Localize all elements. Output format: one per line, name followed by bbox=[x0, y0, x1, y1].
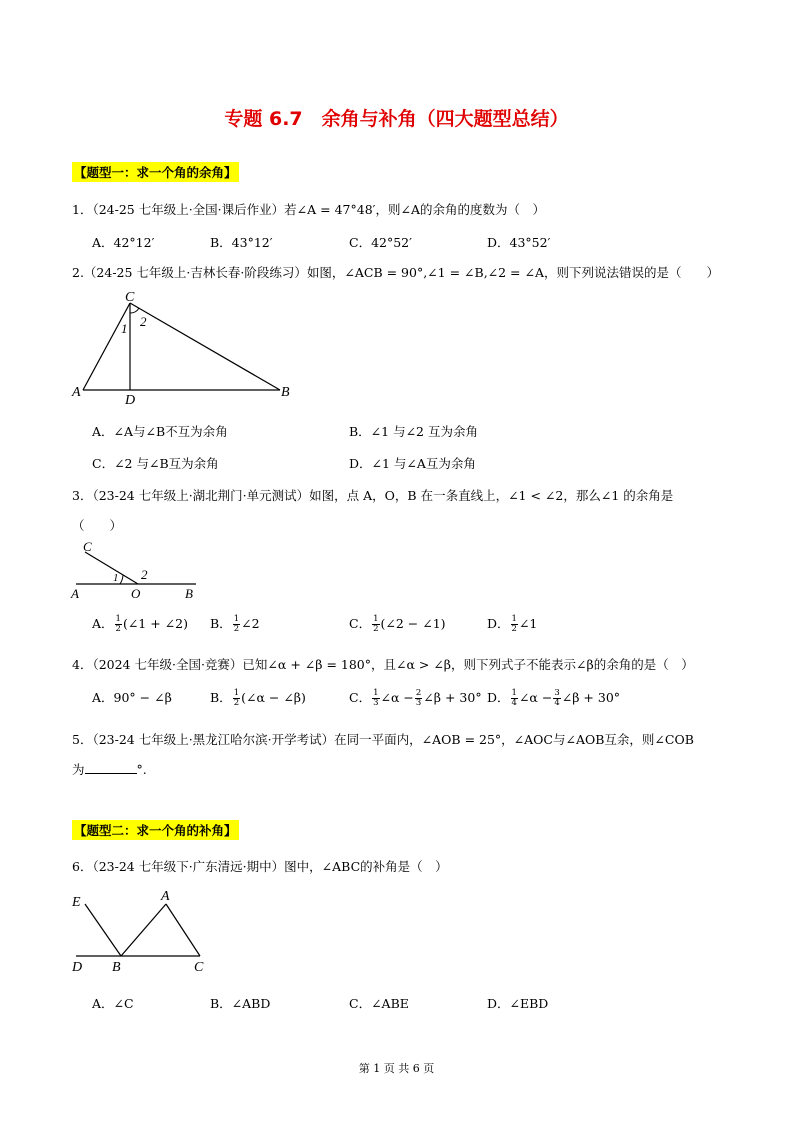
q3-option-c: C． $\frac{1}{2}$ (∠2 − ∠1) bbox=[349, 614, 446, 634]
q2-option-d: D．∠1 与∠A互为余角 bbox=[349, 456, 476, 471]
q2-label-c: C bbox=[125, 290, 135, 305]
question-3: 3．（23-24 七年级上·湖北荆门·单元测试）如图，点 A，O，B 在一条直线上，∠1 < ∠2，那么∠1 的余角是 bbox=[72, 488, 674, 503]
q3-label-2: 2 bbox=[141, 567, 148, 582]
q6-label-c: C bbox=[194, 960, 204, 975]
q6-option-b: B．∠ABD bbox=[210, 996, 271, 1011]
question-5: 5．（23-24 七年级上·黑龙江哈尔滨·开学考试）在同一平面内，∠AOB = 25°，∠AOC与∠AOB互余，则∠COB bbox=[72, 732, 694, 747]
q3-label-c: C bbox=[83, 539, 92, 554]
q6-option-d: D．∠EBD bbox=[487, 996, 549, 1011]
q4-option-c: C． $\frac{1}{3}$ ∠α − $\frac{2}{3}$ ∠β + 30° bbox=[349, 688, 482, 708]
q2-label-2: 2 bbox=[140, 314, 147, 329]
q2-line-ac bbox=[83, 303, 130, 390]
q1-option-d: D．43°52′ bbox=[487, 235, 551, 250]
q6-angle-figure bbox=[68, 884, 218, 976]
q1-option-b: B．43°12′ bbox=[210, 235, 273, 250]
q2-angle-arc bbox=[130, 308, 139, 313]
q6-option-a: A．∠C bbox=[92, 996, 134, 1011]
q3-ray-oc bbox=[85, 552, 138, 584]
q6-line-ba bbox=[121, 904, 166, 956]
q3-label-b: B bbox=[185, 586, 193, 601]
q6-label-e: E bbox=[72, 895, 81, 910]
q3-label-o: O bbox=[131, 586, 141, 601]
q2-label-b: B bbox=[281, 385, 290, 400]
q3-label-a: A bbox=[71, 586, 79, 601]
q6-label-a: A bbox=[161, 889, 170, 904]
question-2: 2.（24-25 七年级上·吉林长春·阶段练习）如图，∠ACB = 90°,∠1 = ∠B,∠2 = ∠A，则下列说法错误的是（ ） bbox=[72, 265, 720, 280]
q4-option-b: B． $\frac{1}{2}$ (∠α − ∠β) bbox=[210, 688, 306, 708]
q2-label-a: A bbox=[72, 385, 81, 400]
q2-label-d: D bbox=[125, 393, 136, 406]
q2-line-cb bbox=[130, 303, 280, 390]
q1-option-c: C．42°52′ bbox=[349, 235, 412, 250]
page-title: 专题 6.7 余角与补角（四大题型总结） bbox=[224, 108, 569, 130]
q6-line-eb bbox=[85, 904, 121, 956]
question-1: 1．（24-25 七年级上·全国·课后作业）若∠A = 47°48′，则∠A的余角的度数为（ ） bbox=[72, 202, 545, 217]
question-5-answer-line: 为 °. bbox=[72, 762, 147, 777]
q6-option-c: C．∠ABE bbox=[349, 996, 409, 1011]
page-footer: 第 1 页 共 6 页 bbox=[358, 1062, 435, 1075]
q3-label-1: 1 bbox=[113, 572, 119, 584]
q6-line-ac bbox=[166, 904, 200, 956]
answer-blank[interactable] bbox=[85, 761, 137, 774]
q2-option-c: C．∠2 与∠B互为余角 bbox=[92, 456, 219, 471]
q3-angle-arc bbox=[120, 575, 123, 584]
question-4: 4．（2024 七年级·全国·竞赛）已知∠α + ∠β = 180°，且∠α > ∠β，则下列式子不能表示∠β的余角的是（ ） bbox=[72, 657, 694, 672]
q2-label-1: 1 bbox=[121, 321, 128, 336]
q6-label-d: D bbox=[72, 960, 83, 975]
q4-option-d: D． $\frac{1}{4}$ ∠α − $\frac{3}{4}$ ∠β + 30° bbox=[487, 688, 621, 708]
q1-option-a: A．42°12′ bbox=[92, 235, 155, 250]
q3-option-d: D． $\frac{1}{2}$ ∠1 bbox=[487, 614, 538, 634]
q3-option-a: A． $\frac{1}{2}$ (∠1 + ∠2) bbox=[92, 614, 188, 634]
q2-triangle-figure bbox=[70, 286, 300, 406]
q3-option-b: B． $\frac{1}{2}$ ∠2 bbox=[210, 614, 260, 634]
section-heading-type1: 【题型一：求一个角的余角】 bbox=[72, 162, 239, 182]
q4-option-a: A．90° − ∠β bbox=[92, 690, 172, 705]
q3-line-figure bbox=[68, 536, 208, 602]
q2-option-b: B．∠1 与∠2 互为余角 bbox=[349, 424, 478, 439]
q6-label-b: B bbox=[112, 960, 121, 975]
section-heading-type2: 【题型二：求一个角的补角】 bbox=[72, 820, 239, 840]
q2-option-a: A．∠A与∠B不互为余角 bbox=[92, 424, 228, 439]
question-3-bracket: （ ） bbox=[72, 518, 123, 533]
question-6: 6．（23-24 七年级下·广东清远·期中）图中，∠ABC的补角是（ ） bbox=[72, 859, 448, 874]
